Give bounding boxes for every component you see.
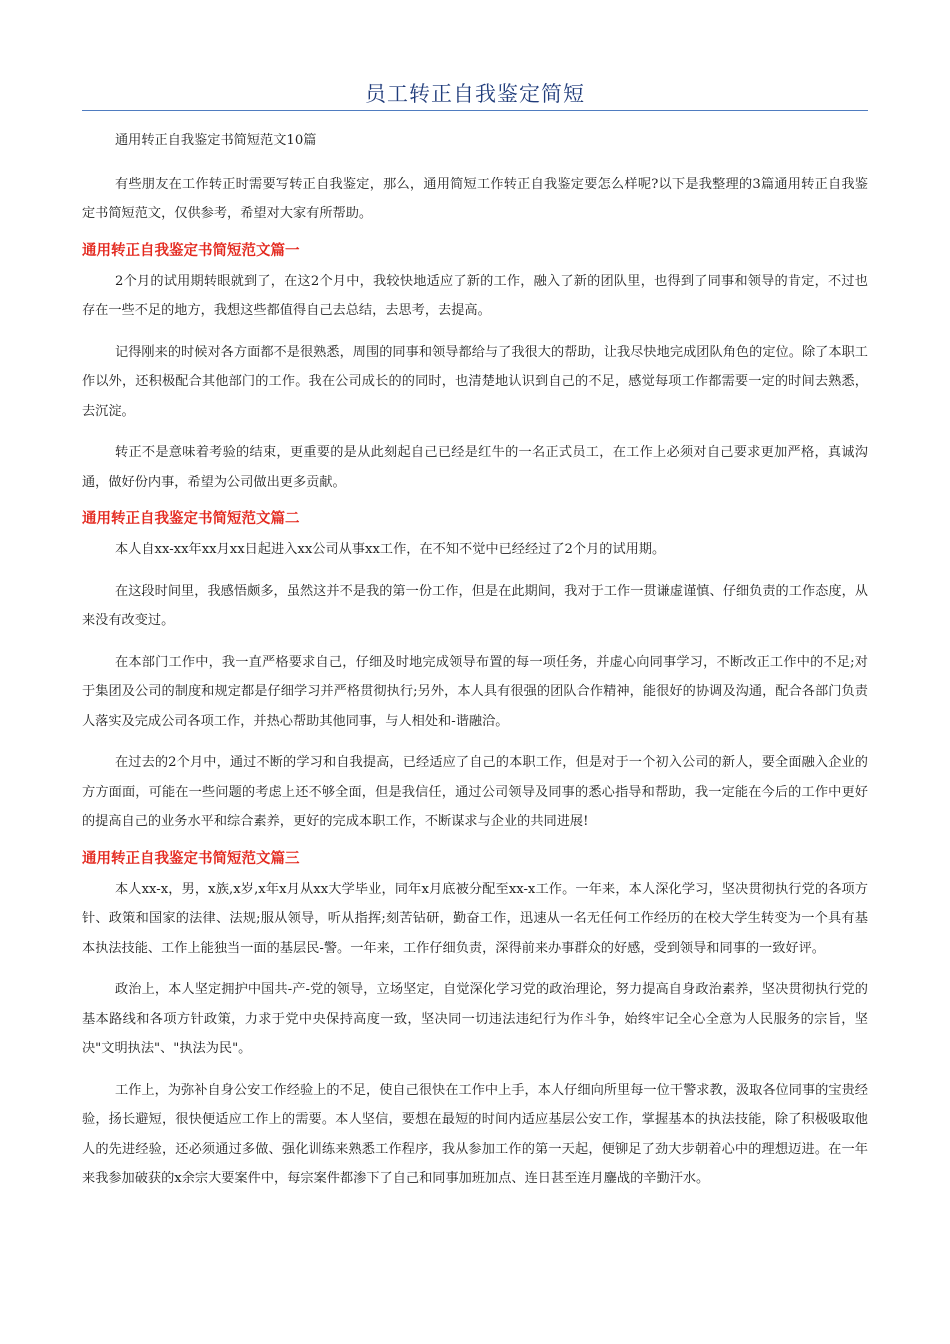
document-body <box>82 120 868 1194</box>
section-1-paragraph-2: 记得刚来的时候对各方面都不是很熟悉，周围的同事和领导都给与了我很大的帮助，让我尽快地完成团队角色的定位。除了本职工作以外，还积极配合其他部门的工作。我在公司成长的的同时，也清楚地认识到自己的不足，感觉每项工作都需要一定的时间去熟悉，去沉淀。 <box>82 344 868 419</box>
title-underline <box>82 110 868 111</box>
intro-paragraph: 有些朋友在工作转正时需要写转正自我鉴定，那么，通用简短工作转正自我鉴定要怎么样呢?以下是我整理的3篇通用转正自我鉴定书简短范文，仅供参考，希望对大家有所帮助。 <box>82 176 868 221</box>
section-1-paragraph-3: 转正不是意味着考验的结束，更重要的是从此刻起自己已经是红牛的一名正式员工，在工作上必须对自己要求更加严格，真诚沟通，做好份内事，希望为公司做出更多贡献。 <box>82 445 868 490</box>
section-heading-3: 通用转正自我鉴定书简短范文篇三 <box>82 850 300 867</box>
section-3-paragraph-3: 工作上，为弥补自身公安工作经验上的不足，使自己很快在工作中上手，本人仔细向所里每一位干警求教，汲取各位同事的宝贵经验，扬长避短，很快便适应工作上的需要。本人坚信，要想在最短的时间内适应基层公安工作，掌握基本的执法技能，除了积极吸取他人的先进经验，还必须通过多做、强化训练来熟悉工作程序，我从参加工作的第一天起，便铆足了劲大步朝着心中的理想迈进。在一年来我参加破获的x余宗大要案件中，每宗案件都渗下了自己和同事加班加点、连日甚至连月鏖战的辛勤汗水。 <box>82 1082 868 1186</box>
section-2-paragraph-3: 在本部门工作中，我一直严格要求自己，仔细及时地完成领导布置的每一项任务，并虚心向同事学习，不断改正工作中的不足;对于集团及公司的制度和规定都是仔细学习并严格贯彻执行;另外，本人具有很强的团队合作精神，能很好的协调及沟通，配合各部门负责人落实及完成公司各项工作，并热心帮助其他同事，与人相处和-谐融洽。 <box>82 654 868 729</box>
section-heading-1: 通用转正自我鉴定书简短范文篇一 <box>82 242 300 259</box>
section-1-paragraph-1: 2个月的试用期转眼就到了，在这2个月中，我较快地适应了新的工作，融入了新的团队里，也得到了同事和领导的肯定，不过也存在一些不足的地方，我想这些都值得自己去总结，去思考，去提高。 <box>82 273 868 318</box>
section-3-paragraph-2: 政治上，本人坚定拥护中国共-产-党的领导，立场坚定，自觉深化学习党的政治理论，努力提高自身政治素养，坚决贯彻执行党的基本路线和各项方针政策，力求于党中央保持高度一致，坚决同一切违法违纪行为作斗争，始终牢记全心全意为人民服务的宗旨，坚决"文明执法"、"执法为民"。 <box>82 982 868 1056</box>
section-heading-2: 通用转正自我鉴定书简短范文篇二 <box>82 511 300 527</box>
section-2-paragraph-1: 本人自xx-xx年xx月xx日起进入xx公司从事xx工作，在不知不觉中已经经过了2个月的试用期。 <box>115 542 666 557</box>
document-title: 员工转正自我鉴定简短 <box>365 82 585 106</box>
section-3-paragraph-1: 本人xx-x，男，x族,x岁,x年x月从xx大学毕业，同年x月底被分配至xx-x工作。一年来，本人深化学习，坚决贯彻执行党的各项方针、政策和国家的法律、法规;服从领导，听从指挥;刻苦钻研，勤奋工作，迅速从一名无任何工作经历的在校大学生转变为一个具有基本执法技能、工作上能独当一面的基层民-警。一年来，工作仔细负责，深得前来办事群众的好感，受到领导和同事的一致好评。 <box>82 881 868 956</box>
section-2-paragraph-4: 在过去的2个月中，通过不断的学习和自我提高，已经适应了自己的本职工作，但是对于一个初入公司的新人，要全面融入企业的方方面面，可能在一些问题的考虑上还不够全面，但是我信任，通过公司领导及同事的悉心指导和帮助，我一定能在今后的工作中更好的提高自己的业务水平和综合素养，更好的完成本职工作，不断谋求与企业的共同进展! <box>82 755 868 829</box>
section-2-paragraph-2: 在这段时间里，我感悟颇多，虽然这并不是我的第一份工作，但是在此期间，我对于工作一贯谦虚谨慎、仔细负责的工作态度，从来没有改变过。 <box>82 583 868 628</box>
subtitle-paragraph: 通用转正自我鉴定书简短范文10篇 <box>115 133 317 148</box>
